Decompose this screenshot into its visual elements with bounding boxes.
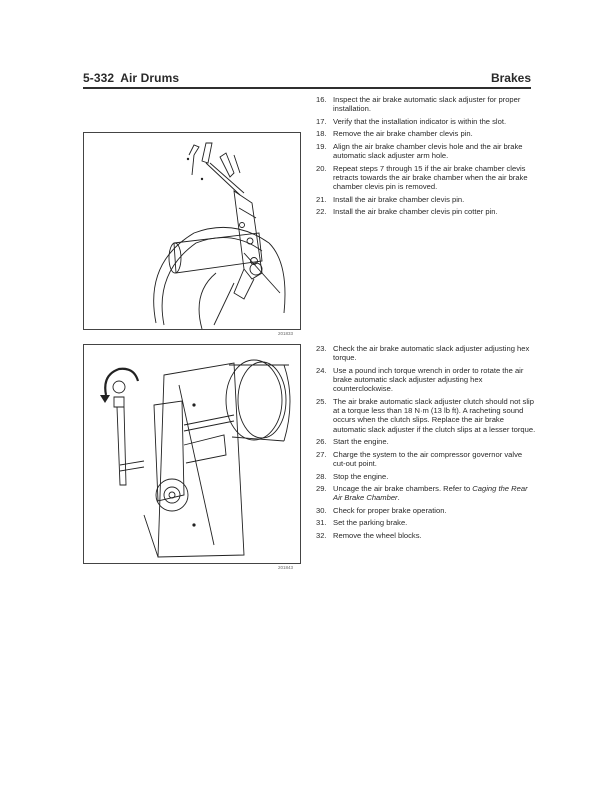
step-number: 18. — [316, 129, 327, 139]
illustration-slack-adjuster — [84, 133, 300, 329]
page-number: 5-332 — [83, 71, 115, 85]
step-item — [316, 129, 536, 138]
step-number: 23. — [316, 344, 327, 353]
step-number: 30. — [316, 505, 327, 515]
step-item — [316, 437, 536, 446]
step-number: 20. — [316, 163, 327, 173]
procedure-steps-top — [316, 95, 536, 220]
illustration-torque-wrench — [84, 345, 300, 563]
step-item — [316, 484, 536, 503]
step-text: Verify that the installation indicator is within the slot. — [333, 116, 507, 126]
step-item — [316, 506, 536, 515]
step-number: 21. — [316, 194, 327, 204]
step-number: 17. — [316, 116, 327, 126]
step-item — [316, 207, 536, 216]
step-text: Charge the system to the air compressor governor valve cut-out point. — [333, 449, 523, 469]
step-text: Align the air brake chamber clevis hole and the air brake automatic slack adjuster arm hole. — [333, 141, 523, 161]
step-text: Inspect the air brake automatic slack adjuster for proper installation. — [333, 95, 521, 114]
figure-slack-adjuster-torque-check — [83, 344, 301, 564]
step-item — [316, 450, 536, 469]
step-item — [316, 164, 536, 192]
step-number: 19. — [316, 141, 327, 151]
step-text: The air brake automatic slack adjuster clutch should not slip at a torque less than 18 N·m (13 lb ft). A racheting sound occurs when the clutch slips. Replace the air brake automatic slack adjuster if the clutch slips at a lesser torque. — [333, 396, 536, 434]
section-title: Air Drums — [120, 71, 180, 85]
step-number: 31. — [316, 518, 327, 528]
header-left — [83, 71, 179, 85]
step-text-end: . — [397, 493, 400, 503]
step-text: Set the parking brake. — [333, 518, 408, 528]
chapter-title: Brakes — [490, 71, 531, 85]
step-item — [316, 195, 536, 204]
page-header — [83, 71, 531, 91]
header-rule — [83, 87, 531, 89]
step-number: 32. — [316, 530, 327, 540]
step-text: Start the engine. — [333, 437, 389, 447]
step-text — [333, 484, 536, 503]
step-number: 25. — [316, 396, 327, 406]
procedure-steps-bottom — [316, 344, 536, 543]
step-item — [316, 344, 536, 363]
step-item — [316, 472, 536, 481]
step-item — [316, 142, 536, 161]
step-text-lead: Uncage the air brake chambers. Refer to — [333, 483, 473, 493]
step-number: 28. — [316, 471, 327, 481]
step-number: 27. — [316, 449, 327, 459]
step-number: 22. — [316, 207, 327, 217]
step-number: 29. — [316, 483, 327, 493]
step-item — [316, 95, 536, 114]
step-item — [316, 518, 536, 527]
step-text: Check for proper brake operation. — [333, 505, 447, 515]
figure-code: 201843 — [278, 565, 294, 570]
step-number: 24. — [316, 365, 327, 375]
step-text: Stop the engine. — [333, 471, 389, 481]
step-text: Remove the wheel blocks. — [333, 530, 422, 540]
step-text: Install the air brake chamber clevis pin cotter pin. — [333, 207, 498, 217]
cross-reference-link[interactable]: Caging the Rear Air Brake Chamber — [333, 483, 528, 503]
step-item — [316, 531, 536, 540]
step-item — [316, 366, 536, 394]
step-number: 26. — [316, 437, 327, 447]
step-text: Remove the air brake chamber clevis pin. — [333, 129, 473, 139]
step-item — [316, 117, 536, 126]
step-text: Repeat steps 7 through 15 if the air brake chamber clevis retracts towards the air brake chamber when the air brake chamber clevis pin is removed. — [333, 163, 528, 192]
figure-slack-adjuster-installation — [83, 132, 301, 330]
step-text: Install the air brake chamber clevis pin. — [333, 194, 465, 204]
step-number: 16. — [316, 95, 327, 104]
figure-code: 201833 — [278, 331, 294, 336]
step-text: Use a pound inch torque wrench in order to rotate the air brake automatic slack adjuster adjusting hex counterclockwise. — [333, 365, 524, 394]
step-text: Check the air brake automatic slack adjuster adjusting hex torque. — [333, 344, 530, 363]
step-item — [316, 397, 536, 434]
